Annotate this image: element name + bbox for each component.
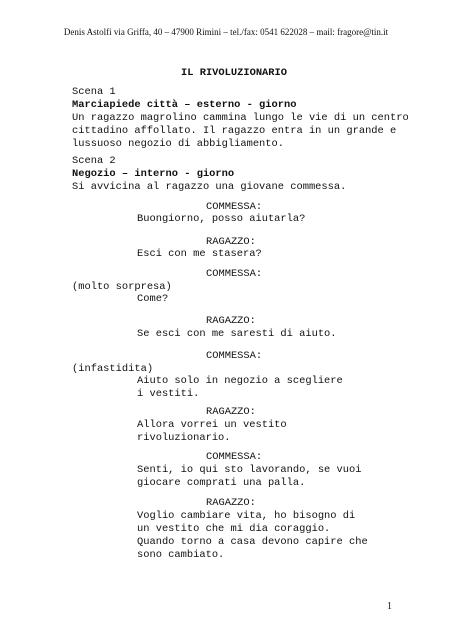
character-name: COMMESSA: [206, 451, 263, 463]
dialogue-line: Se esci con me saresti di aiuto. [137, 328, 337, 340]
scene-1-action-line: cittadino affollato. Il ragazzo entra in un grande e [72, 125, 397, 137]
character-name: RAGAZZO: [206, 406, 256, 418]
parenthetical: (infastidita) [72, 363, 154, 375]
dialogue-line: Voglio cambiare vita, ho bisogno di [137, 510, 356, 522]
dialogue-line: i vestiti. [137, 388, 200, 400]
scene-1-action-line: lussuoso negozio di abbigliamento. [72, 138, 285, 150]
parenthetical: (molto sorpresa) [72, 281, 172, 293]
dialogue-line: Allora vorrei un vestito [137, 419, 287, 431]
character-name: RAGAZZO: [206, 315, 256, 327]
character-name: COMMESSA: [206, 268, 263, 280]
character-name: COMMESSA: [206, 201, 263, 213]
character-name: RAGAZZO: [206, 497, 256, 509]
character-name: COMMESSA: [206, 350, 263, 362]
scene-2-action: Si avvicina al ragazzo una giovane commessa. [72, 181, 347, 193]
dialogue-line: Esci con me stasera? [137, 248, 262, 260]
dialogue-line: sono cambiato. [137, 549, 225, 561]
dialogue-line: un vestito che mi dia coraggio. [137, 523, 331, 535]
page-number: 1 [387, 601, 392, 612]
character-name: RAGAZZO: [206, 236, 256, 248]
page-header: Denis Astolfi via Griffa, 40 – 47900 Rimini – tel./fax: 0541 622028 – mail: fragore@tin.it [63, 27, 389, 37]
scene-1-heading: Marciapiede città – esterno - giorno [72, 99, 297, 111]
scene-1-action-line: Un ragazzo magrolino cammina lungo le vie di un centro [72, 112, 409, 124]
scene-2-label: Scena 2 [72, 155, 116, 167]
dialogue-line: Aiuto solo in negozio a scegliere [137, 375, 343, 387]
script-title: IL RIVOLUZIONARIO [181, 67, 288, 79]
dialogue-line: Buongiorno, posso aiutarla? [137, 213, 306, 225]
dialogue-line: Senti, io qui sto lavorando, se vuoi [137, 464, 362, 476]
dialogue-line: giocare comprati una palla. [137, 477, 306, 489]
scene-2-heading: Negozio – interno - giorno [72, 168, 235, 180]
dialogue-line: rivoluzionario. [137, 432, 231, 444]
dialogue-line: Quando torno a casa devono capire che [137, 536, 368, 548]
scene-1-label: Scena 1 [72, 86, 116, 98]
dialogue-line: Come? [137, 293, 169, 305]
